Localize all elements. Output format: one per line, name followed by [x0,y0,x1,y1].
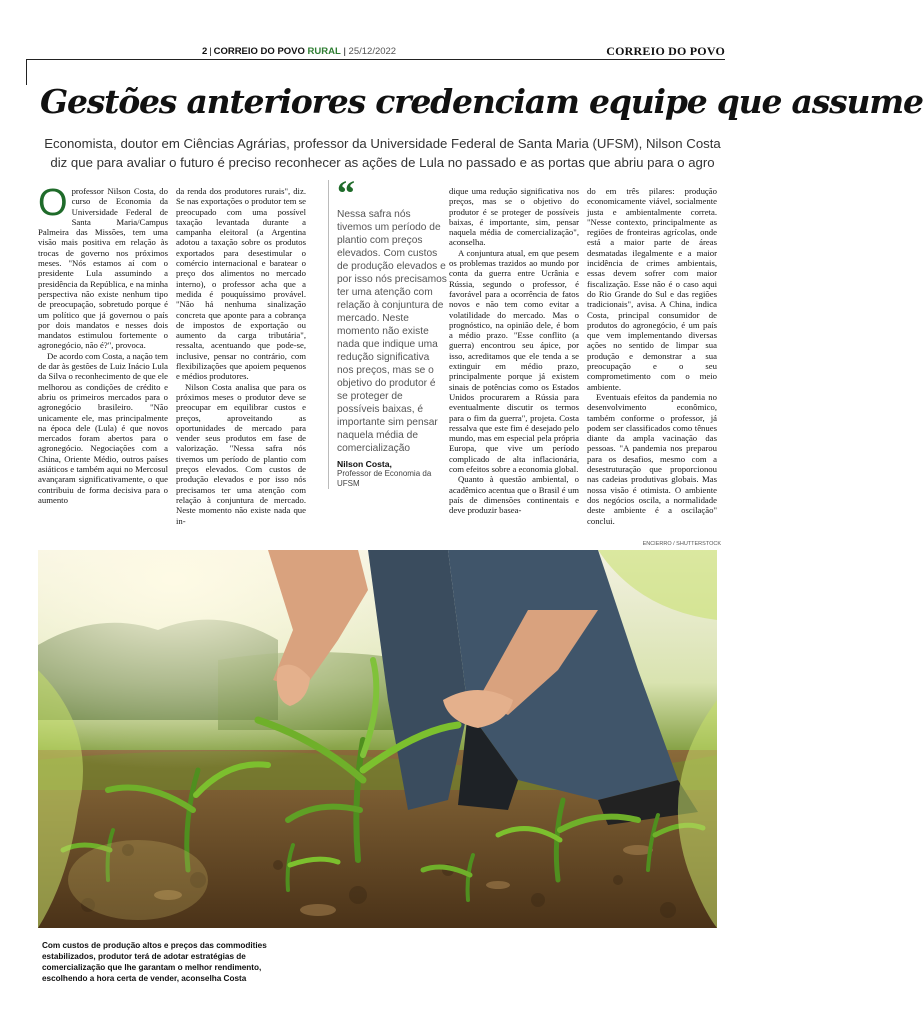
publication-name: CORREIO DO POVO [213,46,305,57]
masthead-left: 2 | CORREIO DO POVO RURAL | 25/12/2022 [202,46,397,57]
pull-quote [328,173,447,489]
drop-cap: O [38,182,68,224]
article-headline: Gestões anteriores credenciam equipe que assume [40,82,923,121]
header-vertical-rule [26,59,27,85]
article-deck: Economista, doutor em Ciências Agrárias, professor da Universidade Federal de Santa Maria (UFSM), Nilson Costa diz que para avaliar o futuro é preciso reconhecer as ações de Lula no passado e as portas que abriu para o agro [44,136,721,170]
article-column-2 [176,186,306,526]
article-paragraph: Nilson Costa analisa que para os próximos meses o produtor deve se preocupar em equilibrar custos e preços, aproveitando as oportunidades de mercado para vender seus produtos em fase de valorização. "Nessa safra nós tivemos um período de plantio com preços elevados. Com custos de produção elevados e por isso nós precisamos ter uma atenção com relação à conjuntura de mercado. Neste momento não existe nada que in- [176,381,306,526]
corn-field-illustration [38,550,717,928]
brand-logo: CORREIO DO POVO [606,44,725,58]
article-paragraph: De acordo com Costa, a nação tem de dar às gestões de Luiz Inácio Lula da Silva o reconhecimento de que ele melhorou as condições de crédito e abriu os primeiros mercados para o agronegócio brasileiro. "Não unicamente ele, mas principalmente na época dele (Lula) é que novos mercados foram abertos para o agronegócio. Negociações com a China, Oriente Médio, outros países asiáticos e também aqui no Mercosul avançaram significativamente, o que contribuiu de forma decisiva para o aumento [38,350,168,505]
photo-caption: Com custos de produção altos e preços das commodities estabilizados, produtor terá de adotar estratégias de comercialização que lhe garantam o melhor rendimento, escolhendo a hora certa de vender, aconselha Costa [42,941,267,983]
article-column-1 [38,182,168,505]
article-column-3 [449,186,579,516]
header-rule [26,59,725,60]
issue-date: 25/12/2022 [348,46,397,57]
article-column-4 [587,186,717,526]
article-paragraph: do em três pilares: produção economicamente viável, socialmente justa e ambientalmente correta. "Nesse contexto, principalmente as regiões de fronteiras agrícolas, onde está a maior parte de áreas desmatadas ilegalmente e a maior incidência de crimes ambientais, essas devem sofrer com maior fiscalização. Esse não é o caso aqui do Rio Grande do Sul e das regiões tradicionais", avisa. A China, indica Costa, principal consumidor de produtos do agronegócio, é um país que vem implementando diversas ações no sentido de limpar sua produção e demonstrar a sua preocupação e o seu comprometimento com o meio ambiente. [587,186,717,392]
corn-field-photo [38,550,717,928]
page-masthead [26,44,725,59]
pull-quote-author: Nilson Costa, [337,459,392,469]
article-paragraph: dique uma redução significativa nos preços, mas se o objetivo do produtor é se proteger de possíveis baixas, é importante, sim, pensar naquela média de comercialização", aconselha. [449,186,579,248]
article-paragraph: Oprofessor Nilson Costa, do curso de Economia da Universidade Federal de Santa Maria/Campus Palmeira das Missões, tem uma visão mais positiva em relação às trocas de governo nos próximos meses. "Nós estamos aí com o presidente Lula assumindo a presidência da República, e na minha perspectiva não existe nenhum tipo de preocupação, sobretudo porque é um político que já governou o país por dois mandatos e nesses dois mandatos estimulou fortemente o agronegócio, não é?", provoca. [38,182,168,351]
article-paragraph: Quanto à questão ambiental, o acadêmico acentua que o Brasil é um país de dimensões continentais e deve produzir basea- [449,474,579,516]
article-paragraph: Eventuais efeitos da pandemia no desenvolvimento econômico, também conforme o professor, já podem ser classificados como tênues diante da ampla vacinação das pessoas. "A pandemia nos preparou para os desafios, mesmo com a desestruturação que proporcionou nas cadeias produtivas globais. Mas nossa visão é otimista. O ambiente dos negócios oscila, a normalidade deste ambiente é a oscilação" conclui. [587,391,717,526]
pull-quote-text: Nessa safra nós tivemos um período de plantio com preços elevados. Com custos de produção elevados e por isso nós precisamos ter uma atenção com relação à conjuntura de mercado. Neste momento não existe nada que indique uma redução significativa nos preços, mas se o objetivo do produtor é se proteger de possíveis baixas, é importante sim pensar naquela média de comercialização [337,209,447,454]
pull-quote-role: Professor de Economia da UFSM [337,469,432,488]
page-number: 2 [202,46,208,57]
photo-credit: ENCIERRO / SHUTTERSTOCK [642,541,721,547]
article-paragraph: A conjuntura atual, em que pesem os problemas trazidos ao mundo por conta da guerra entre Ucrânia e Rússia, segundo o professor, é favorável para a ocorrência de fatos novos e não tem como evitar a volatilidade do mercado. Mas o prognóstico, na opinião dele, é bom a médio prazo. "Esse conflito (a guerra) encontrou seu ápice, por isso, acreditamos que ele tenda a se extinguir em médio prazo, principalmente porque já existem sinais de potências como os Estados Unidos procurarem a Rússia para eventualmente discutir os termos para o fim da guerra", projeta. Costa ressalva que este fim é desejado pelo mundo, mas em especial pela própria Europa, que vive um período complicado de alta inflacionária, com efeitos sobre a economia global. [449,247,579,475]
section-name: RURAL [307,46,341,57]
article-paragraph: da renda dos produtores rurais", diz. Se nas exportações o produtor tem se preocupado com uma possível taxação levantada durante a campanha eleitoral (a Argentina adotou a taxação sobre os produtos exportados para desestimular o comércio internacional e baratear o preço dos alimentos no mercado interno), o professor acha que a medida é pouquíssimo provável. "Não há nenhuma sinalização concreta que aponte para a cobrança de impostos de exportação ou aumento da carga tributária", ressalta, acentuando que pode-se, inclusive, pensar no contrário, com flexibilizações que apoiem pequenos e médios produtores. [176,186,306,382]
quote-mark-icon: “ [337,173,355,213]
